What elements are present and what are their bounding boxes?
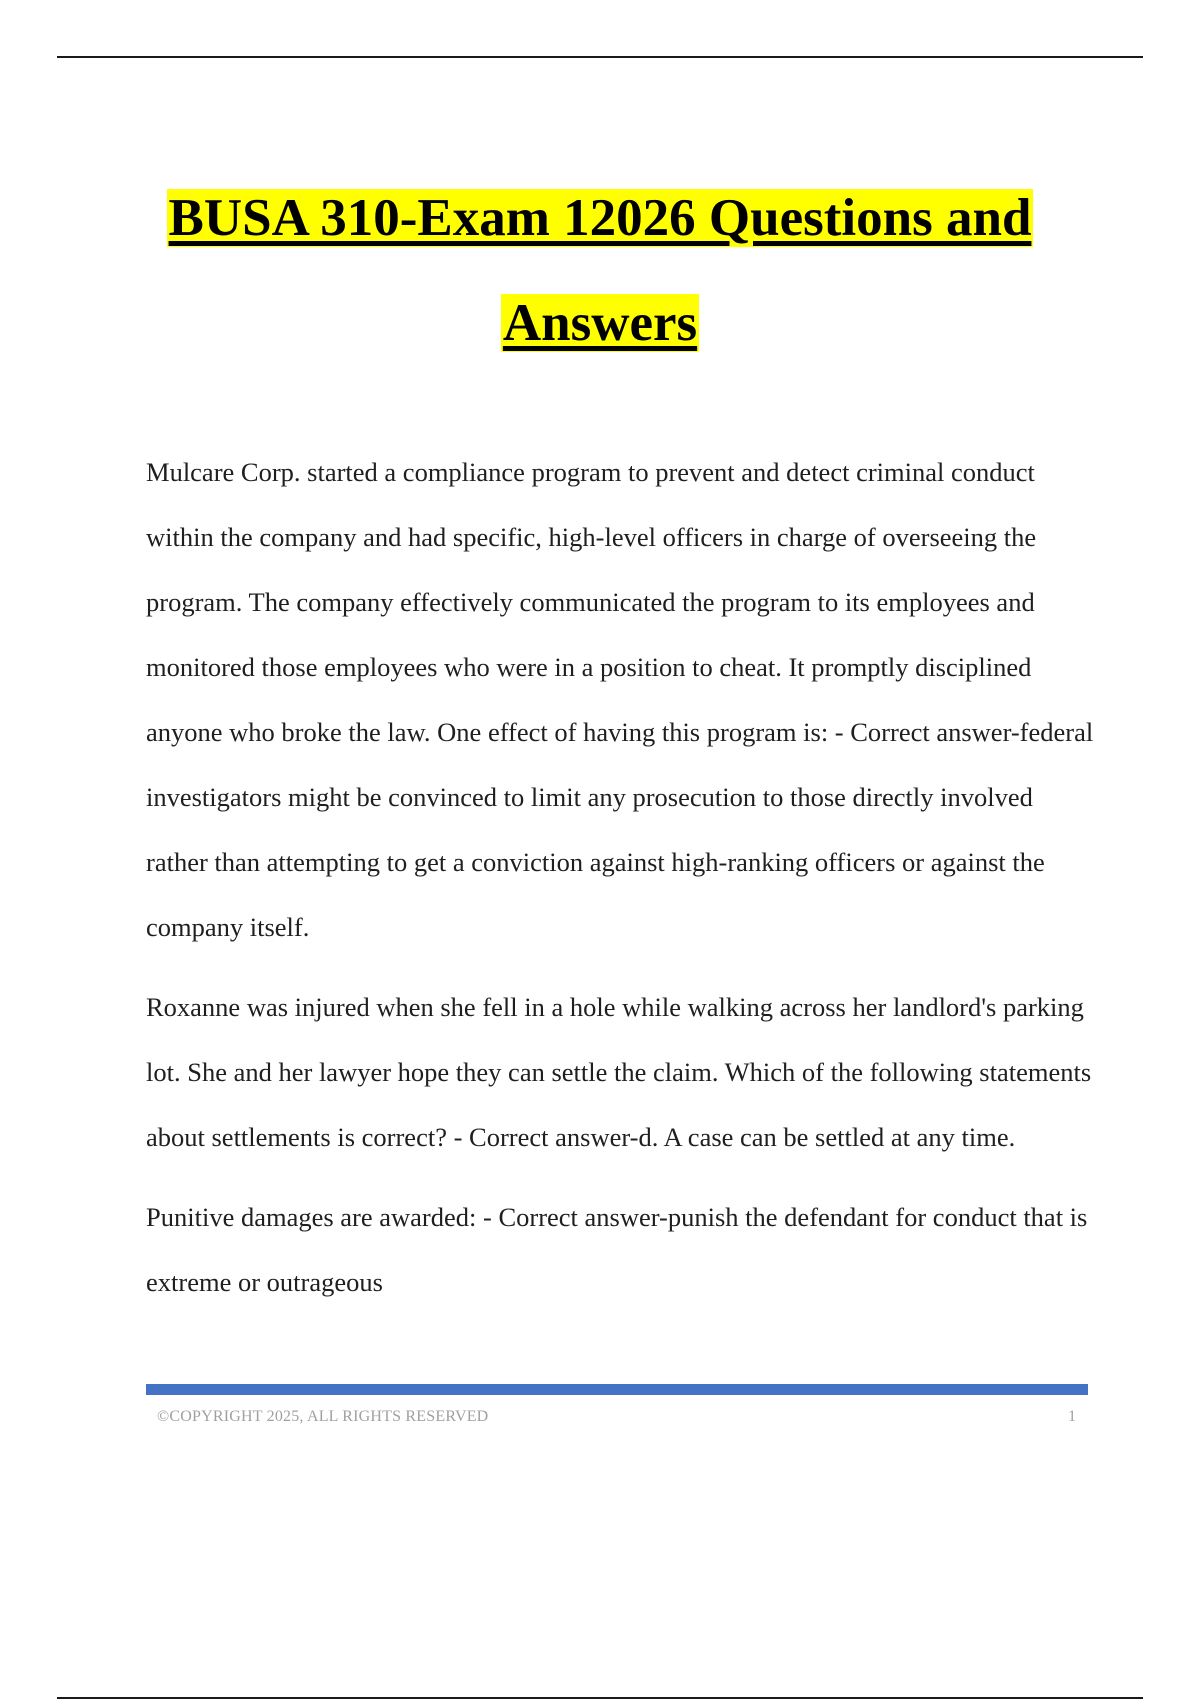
question-paragraph-2: Roxanne was injured when she fell in a hole while walking across her landlord's parking lot. She and her lawyer hope they can settle the claim. Which of the following statements about settlements is correct? - Correct answer-d. A case can be settled at any time. [146,992,1092,1152]
document-body [146,440,1096,1330]
question-paragraph-1: Mulcare Corp. started a compliance program to prevent and detect criminal conduct within the company and had specific, high-level officers in charge of overseeing the program. The company effectively communicated the program to its employees and monitored those employees who were in a position to cheat. It promptly disciplined anyone who broke the law. One effect of having this program is: - Correct answer-federal investigators might be convinced to limit any prosecution to those directly involved rather than attempting to get a conviction against high-ranking officers or against the company itself. [146,457,1094,942]
question-paragraph-3: Punitive damages are awarded: - Correct answer-punish the defendant for conduct that is extreme or outrageous [146,1202,1088,1297]
footer-page-number: 1 [1068,1408,1076,1425]
footer-bar [146,1384,1088,1395]
footer-copyright: ©COPYRIGHT 2025, ALL RIGHTS RESERVED [157,1408,489,1425]
top-rule [57,56,1143,58]
title-line-2-text: Answers [502,294,698,352]
bottom-rule [57,1697,1143,1699]
title-line-1 [100,172,1100,277]
document-title [100,172,1100,382]
title-line-1-text: BUSA 310-Exam 12026 Questions and [168,189,1032,247]
title-line-2 [100,277,1100,382]
